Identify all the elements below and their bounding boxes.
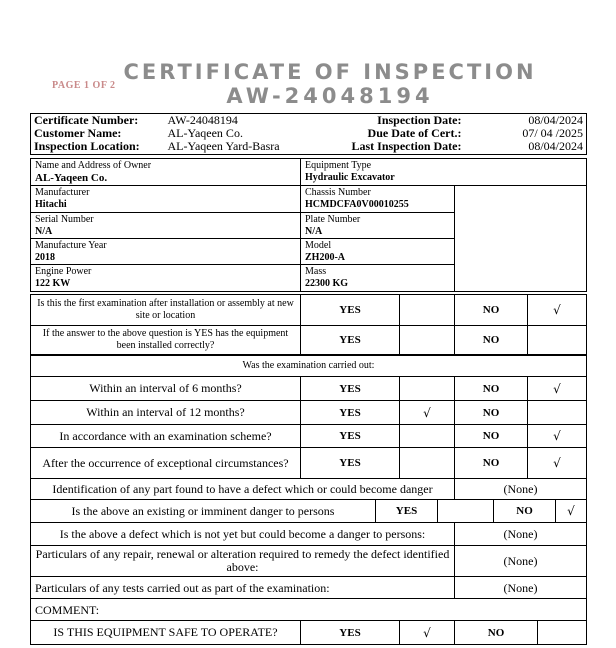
interval-12-yes: YES bbox=[301, 401, 400, 425]
interval-12-no: NO bbox=[455, 401, 528, 425]
first-exam-question: Is this the first examination after installation or assembly at new site or location bbox=[31, 295, 301, 326]
interval-12-no-mark bbox=[528, 401, 587, 425]
scheme-question: In accordance with an examination scheme? bbox=[31, 425, 301, 448]
tests-question: Particulars of any tests carried out as part of the examination: bbox=[31, 577, 455, 599]
manufacturer-label: Manufacturer bbox=[35, 187, 90, 198]
interval-12-yes-check-icon: √ bbox=[400, 401, 455, 425]
safe-no: NO bbox=[455, 621, 538, 645]
serial-label: Serial Number bbox=[35, 213, 94, 225]
tests-answer: (None) bbox=[455, 577, 587, 599]
first-exam-no-check-icon: √ bbox=[528, 295, 587, 326]
interval-6-no-check-icon: √ bbox=[528, 377, 587, 401]
chassis-cell bbox=[301, 186, 455, 213]
cert-number-label: Certificate Number: bbox=[34, 113, 139, 127]
type-cell bbox=[301, 159, 587, 186]
inspection-location: AL-Yaqeen Yard-Basra bbox=[167, 140, 280, 154]
info-block bbox=[30, 113, 587, 155]
imminent-no-check-icon: √ bbox=[556, 500, 587, 523]
plate-label: Plate Number bbox=[305, 213, 361, 225]
owner-cell bbox=[31, 159, 301, 186]
serial-value: N/A bbox=[35, 225, 53, 237]
mass-label: Mass bbox=[305, 266, 327, 277]
imminent-table bbox=[30, 499, 587, 523]
type-value: Hydraulic Excavator bbox=[305, 172, 395, 183]
cert-number: AW-24048194 bbox=[167, 113, 238, 127]
scheme-yes-mark bbox=[400, 425, 455, 448]
due-date-label: Due Date of Cert.: bbox=[367, 127, 462, 140]
last-date: 08/04/2024 bbox=[528, 140, 583, 154]
power-cell bbox=[31, 265, 301, 292]
exceptional-yes: YES bbox=[301, 448, 400, 479]
installed-no: NO bbox=[455, 326, 528, 355]
plate-cell bbox=[301, 213, 455, 239]
exam-carried-heading: Was the examination carried out: bbox=[31, 356, 587, 377]
imminent-yes-mark bbox=[438, 500, 494, 523]
certificate-title: CERTIFICATE OF INSPECTION bbox=[123, 60, 537, 84]
customer-label: Customer Name: bbox=[34, 127, 122, 140]
installed-no-mark bbox=[528, 326, 587, 355]
customer-name: AL-Yaqeen Co. bbox=[167, 127, 243, 140]
exceptional-question: After the occurrence of exceptional circumstances? bbox=[31, 448, 301, 479]
defect-id-table bbox=[30, 478, 587, 500]
particulars-table bbox=[30, 522, 587, 621]
safe-no-mark bbox=[538, 621, 587, 645]
owner-label: Name and Address of Owner bbox=[35, 160, 152, 171]
year-cell bbox=[31, 239, 301, 265]
type-label: Equipment Type bbox=[305, 160, 372, 171]
repair-answer: (None) bbox=[455, 546, 587, 577]
owner-value: AL-Yaqeen Co. bbox=[35, 172, 108, 184]
blank-cell bbox=[455, 186, 587, 292]
model-value: ZH200-A bbox=[305, 251, 345, 263]
installed-question: If the answer to the above question is YES has the equipment been installed correctly? bbox=[31, 326, 301, 355]
scheme-yes: YES bbox=[301, 425, 400, 448]
manufacturer-cell bbox=[31, 186, 301, 213]
plate-value: N/A bbox=[305, 225, 323, 237]
defect-id-answer: (None) bbox=[455, 479, 587, 500]
interval-6-yes-mark bbox=[400, 377, 455, 401]
exceptional-no-check-icon: √ bbox=[528, 448, 587, 479]
mass-value: 22300 KG bbox=[305, 278, 349, 289]
page-label: PAGE 1 OF 2 bbox=[52, 80, 116, 91]
imminent-question: Is the above an existing or imminent danger to persons bbox=[31, 500, 376, 523]
chassis-value: HCMDCFA0V00010255 bbox=[305, 199, 409, 210]
exam-table bbox=[30, 355, 587, 479]
inspection-date: 08/04/2024 bbox=[528, 113, 583, 127]
equipment-table bbox=[30, 158, 587, 292]
inspection-date-label: Inspection Date: bbox=[377, 113, 462, 127]
safe-table bbox=[30, 620, 587, 645]
power-label: Engine Power bbox=[35, 266, 92, 277]
mass-cell bbox=[301, 265, 455, 292]
interval-6-question: Within an interval of 6 months? bbox=[31, 377, 301, 401]
serial-cell bbox=[31, 213, 301, 239]
last-date-label: Last Inspection Date: bbox=[351, 140, 462, 154]
chassis-label: Chassis Number bbox=[305, 187, 371, 198]
safe-question: IS THIS EQUIPMENT SAFE TO OPERATE? bbox=[31, 621, 301, 645]
defect-id-question: Identification of any part found to have a defect which or could become danger bbox=[31, 479, 455, 500]
model-label: Model bbox=[305, 239, 332, 251]
scheme-no: NO bbox=[455, 425, 528, 448]
due-date: 07/ 04 /2025 bbox=[522, 127, 583, 140]
interval-6-no: NO bbox=[455, 377, 528, 401]
installed-yes: YES bbox=[301, 326, 400, 355]
first-exam-no: NO bbox=[455, 295, 528, 326]
first-exam-yes-mark bbox=[400, 295, 455, 326]
safe-yes: YES bbox=[301, 621, 400, 645]
future-defect-question: Is the above a defect which is not yet but could become a danger to persons: bbox=[31, 523, 455, 546]
interval-6-yes: YES bbox=[301, 377, 400, 401]
installed-yes-mark bbox=[400, 326, 455, 355]
year-value: 2018 bbox=[35, 251, 55, 263]
imminent-yes: YES bbox=[376, 500, 438, 523]
interval-12-question: Within an interval of 12 months? bbox=[31, 401, 301, 425]
scheme-no-check-icon: √ bbox=[528, 425, 587, 448]
future-defect-answer: (None) bbox=[455, 523, 587, 546]
first-exam-yes: YES bbox=[301, 295, 400, 326]
year-label: Manufacture Year bbox=[35, 239, 107, 251]
manufacturer-value: Hitachi bbox=[35, 199, 67, 210]
exceptional-no: NO bbox=[455, 448, 528, 479]
comment-label: COMMENT: bbox=[31, 599, 587, 621]
safe-yes-check-icon: √ bbox=[400, 621, 455, 645]
exceptional-yes-mark bbox=[400, 448, 455, 479]
power-value: 122 KW bbox=[35, 278, 71, 289]
imminent-no: NO bbox=[494, 500, 556, 523]
first-exam-table bbox=[30, 294, 587, 355]
location-label: Inspection Location: bbox=[34, 140, 140, 154]
model-cell bbox=[301, 239, 455, 265]
repair-question: Particulars of any repair, renewal or alteration required to remedy the defect identified above: bbox=[31, 546, 455, 577]
certificate-code: AW-24048194 bbox=[226, 84, 434, 108]
